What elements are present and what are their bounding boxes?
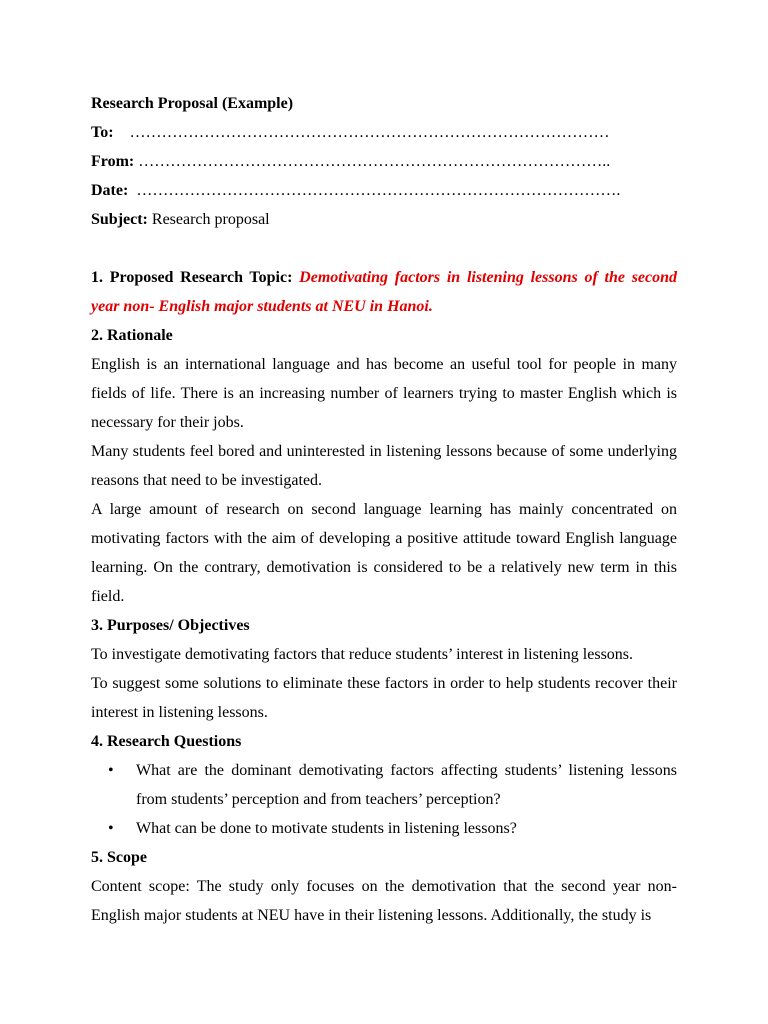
to-label: To: [91, 124, 114, 141]
purposes-heading: 3. Purposes/ Objectives [91, 617, 250, 634]
rationale-paragraph: A large amount of research on second language learning has mainly concentrated on motivating factors with the aim of developing a positive attitude toward English language learning. On the contrary, demotivation is considered to be a relatively new term in this field. [91, 501, 677, 605]
topic-paragraph [91, 263, 677, 321]
scope-heading: 5. Scope [91, 849, 147, 866]
document-title: Research Proposal (Example) [91, 95, 294, 112]
question-text: What can be done to motivate students in listening lessons? [136, 820, 517, 837]
bullet-icon: • [108, 820, 114, 837]
date-label: Date: [91, 182, 129, 199]
rationale-paragraph: Many students feel bored and uninterested in listening lessons because of some underlying reasons that need to be investigated. [91, 443, 677, 489]
from-label: From: [91, 153, 135, 170]
to-line [91, 118, 677, 147]
purposes-paragraph: To investigate demotivating factors that reduce students’ interest in listening lessons. [91, 646, 634, 663]
to-value: ……………………………………………………………………………… [129, 124, 610, 141]
scope-paragraph: Content scope: The study only focuses on the demotivation that the second year non-English major students at NEU have in their listening lessons. Additionally, the study is [91, 878, 677, 924]
questions-list [91, 756, 677, 843]
from-line [91, 147, 677, 176]
rationale-heading: 2. Rationale [91, 327, 173, 344]
subject-line [91, 205, 677, 234]
bullet-icon: • [108, 762, 114, 779]
topic-heading: 1. Proposed Research Topic: [91, 269, 293, 286]
date-value: ………………………………………………………………………………. [136, 182, 621, 199]
from-value: …………………………………………………………………………….. [138, 153, 611, 170]
question-text: What are the dominant demotivating factors affecting students’ listening lessons from students’ perception and from teachers’ perception? [136, 762, 677, 808]
subject-value: Research proposal [151, 211, 270, 228]
purposes-paragraph: To suggest some solutions to eliminate these factors in order to help students recover their interest in listening lessons. [91, 675, 677, 721]
document-body [91, 89, 677, 930]
list-item [108, 756, 677, 814]
questions-heading: 4. Research Questions [91, 733, 242, 750]
list-item [108, 814, 677, 843]
rationale-paragraph: English is an international language and has become an useful tool for people in many fields of life. There is an increasing number of learners trying to master English which is necessary for their jobs. [91, 356, 677, 431]
topic-text: Demotivating factors in listening lessons of the second year non- English major students at NEU in Hanoi. [91, 269, 678, 315]
spacer [91, 234, 677, 263]
date-line [91, 176, 677, 205]
subject-label: Subject: [91, 211, 148, 228]
